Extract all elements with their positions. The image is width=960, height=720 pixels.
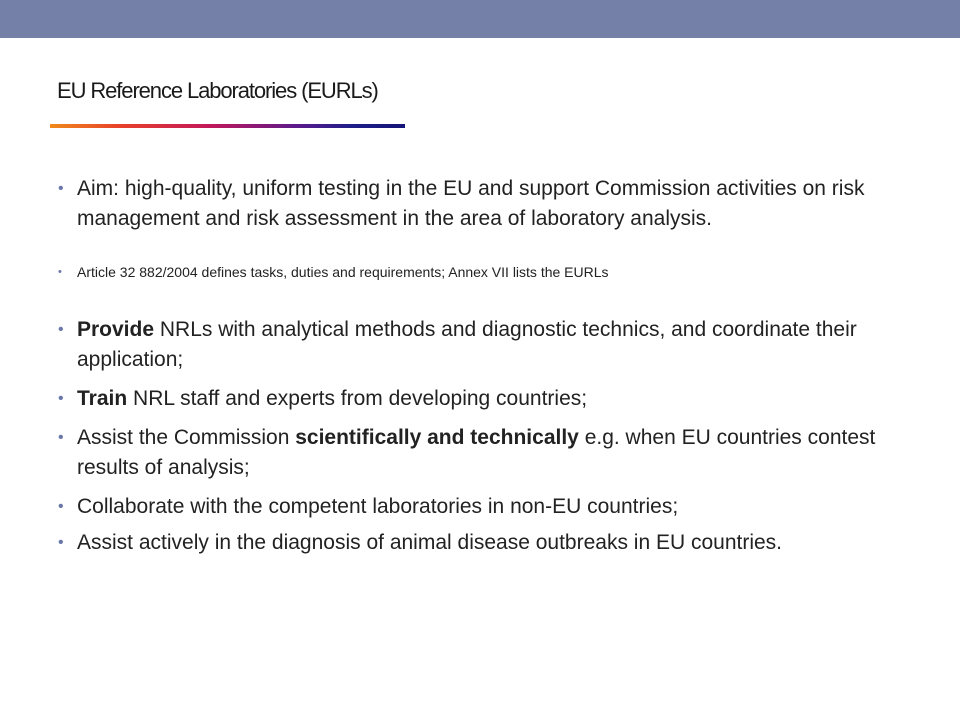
provide-bold: Provide	[77, 318, 155, 341]
bullet-icon: •	[58, 534, 64, 551]
bullet-icon: •	[58, 321, 64, 338]
slide-title: EU Reference Laboratories (EURLs)	[57, 78, 378, 103]
bullet-icon: •	[58, 266, 62, 278]
aim-text: Aim: high-quality, uniform testing in the EU and support Commission activities on risk management and risk assessment in the area of laboratory analysis.	[77, 177, 865, 230]
top-bar	[0, 0, 960, 38]
list-item-assist	[58, 423, 918, 483]
assist-text: e.g. when EU countries contest results of analysis;	[77, 426, 876, 479]
collaborate-text: Collaborate with the competent laboratories in non-EU countries;	[77, 495, 679, 518]
list-item-outbreaks	[58, 528, 918, 558]
article-text: Article 32 882/2004 defines tasks, duties and requirements; Annex VII lists the EURLs	[77, 264, 609, 280]
title-underline	[50, 124, 405, 128]
provide-text: NRLs with analytical methods and diagnostic technics, and coordinate their application;	[77, 318, 857, 371]
train-text: NRL staff and experts from developing countries;	[127, 387, 588, 410]
list-item-aim	[58, 174, 918, 234]
list-item-provide	[58, 315, 918, 375]
train-bold: Train	[77, 387, 128, 410]
assist-pre: Assist the Commission	[77, 426, 296, 449]
list-item-train	[58, 384, 918, 414]
list-item-article	[58, 261, 918, 283]
bullet-icon: •	[58, 498, 64, 515]
list-item-collaborate	[58, 492, 918, 522]
bullet-icon: •	[58, 429, 64, 446]
assist-bold: scientifically and technically	[295, 426, 579, 449]
bullet-icon: •	[58, 390, 64, 407]
bullet-icon: •	[58, 180, 64, 197]
outbreaks-text: Assist actively in the diagnosis of animal disease outbreaks in EU countries.	[77, 531, 783, 554]
bullet-list	[58, 174, 918, 558]
